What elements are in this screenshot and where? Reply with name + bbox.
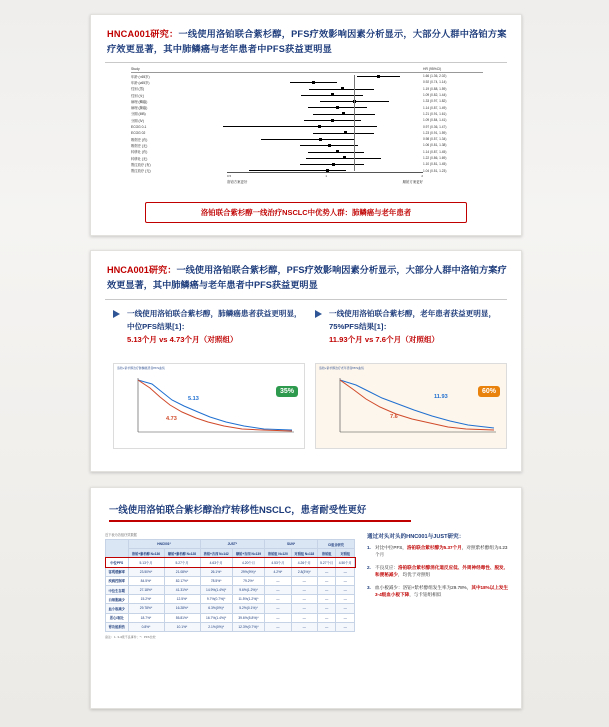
- forest-row-hr: 1.66 (1.36, 2.02): [423, 74, 447, 79]
- km-right-svg: [316, 372, 506, 442]
- table-sub-header: 对照组: [336, 549, 355, 558]
- table-cell: 16.28%*: [164, 604, 200, 613]
- table-cell: 14.9%(1.4%)*: [200, 585, 232, 594]
- table-cell: —: [336, 585, 355, 594]
- table-group-header: CI组合研究: [317, 540, 354, 549]
- forest-row-hr: 0.98 (0.57, 1.34): [423, 137, 447, 142]
- forest-row-label: 吸烟史 (无): [131, 143, 148, 148]
- table-cell: —: [265, 595, 291, 604]
- forest-row-hr: 1.14 (0.87, 1.49): [423, 105, 447, 110]
- table-sub-header: 洛铂+紫杉醇 N=136: [128, 549, 164, 558]
- table-group-header: JUST*: [200, 540, 265, 549]
- forest-row-hr: 1.10 (0.81, 1.45): [423, 162, 447, 167]
- km-right-caption: 洛铂+紫杉醇治疗老年患者PFS曲线: [319, 366, 364, 370]
- table-cell: 4.50个月: [336, 558, 355, 567]
- table-cell: —: [291, 604, 317, 613]
- table-row-label: 客观缓解率: [106, 567, 129, 576]
- table-row: [106, 604, 355, 613]
- forest-row-hr: 1.23 (0.91, 1.59): [423, 130, 447, 135]
- table-cell: 4.26个月: [291, 558, 317, 567]
- km-left-svg: [114, 372, 304, 442]
- forest-row-label: 病理 (腺癌): [131, 106, 148, 111]
- table-sub-header: 洛铂组 N=120: [265, 549, 291, 558]
- forest-row-hr: 0.92 (0.74, 1.14): [423, 80, 447, 85]
- table-group-header: [106, 540, 129, 558]
- table-cell: —: [265, 585, 291, 594]
- slide-1-callout: 洛铂联合紫杉醇一线治疗NSCLC中优势人群：肺鳞癌与老年患者: [145, 202, 467, 223]
- table-cell: 9.6%(1.2%)*: [232, 585, 264, 594]
- table-cell: —: [317, 604, 336, 613]
- summary-heading: 通过对头对头的HNC001与JUST研究：: [367, 534, 465, 540]
- table-row-label: 白细胞减少: [106, 595, 129, 604]
- km-left-tag-low: 4.73: [166, 416, 177, 422]
- forest-row-label: 转移灶 (无): [131, 156, 148, 161]
- table-cell: —: [336, 576, 355, 585]
- comparison-table: [105, 539, 355, 632]
- table-cell: 5.27个月: [164, 558, 200, 567]
- forest-row-hr: 0.97 (0.36, 1.47): [423, 124, 447, 129]
- table-row-label: 血小板减少: [106, 604, 129, 613]
- slide-3-summary: [367, 532, 509, 603]
- slide-1-divider: [105, 62, 507, 63]
- table-row: [106, 585, 355, 594]
- table-cell: 5.27个月: [317, 558, 336, 567]
- km-curve-squamous: [113, 363, 305, 449]
- table-cell: —: [265, 604, 291, 613]
- km-left-caption: 洛铂+紫杉醇治疗肺鳞癌患者PFS曲线: [117, 366, 165, 370]
- summary-point-number: 2.: [367, 564, 371, 570]
- table-cell: 23.50%*: [128, 567, 164, 576]
- table-cell: 27.18%*: [128, 585, 164, 594]
- table-cell: 4.53个月: [265, 558, 291, 567]
- slide-3-title-underline: [109, 520, 411, 522]
- km-right-tag-high: 11.93: [434, 394, 448, 400]
- forest-row-hr: 1.09 (0.84, 1.41): [423, 118, 447, 123]
- forest-row-hr: 1.22 (0.86, 1.69): [423, 156, 447, 160]
- slide-2-title: [107, 263, 507, 293]
- table-row: [106, 613, 355, 622]
- table-row-label: 肾功能损伤: [106, 622, 129, 631]
- km-curve-elderly: [315, 363, 507, 449]
- table-cell: —: [317, 595, 336, 604]
- table-cell: 2.1%(0%)*: [200, 622, 232, 631]
- forest-row-label: 病理 (鳞癌): [131, 99, 148, 104]
- forest-col-study: Study: [131, 67, 140, 71]
- table-cell: 29.78%*: [128, 604, 164, 613]
- table-cell: —: [336, 622, 355, 631]
- table-cell: —: [336, 567, 355, 576]
- table-group-header: SUN*: [265, 540, 318, 549]
- table-cell: —: [291, 595, 317, 604]
- table-row-label: 中位PFS: [106, 558, 129, 567]
- table-cell: 78.5%*: [200, 576, 232, 585]
- tick-right: 2: [421, 174, 423, 178]
- forest-row-hr: 1.04 (0.51, 1.23): [423, 168, 447, 173]
- forest-col-hr: HR (95%CI): [423, 67, 442, 71]
- right-bullet-value: 11.93个月 vs 7.6个月（对照组）: [329, 335, 440, 344]
- table-cell: —: [265, 613, 291, 622]
- right-bullet-text: 一线使用洛铂联合紫杉醇，老年患者获益更明显，75%PFS结果[1]：: [329, 309, 497, 331]
- slide-2-right-column: [313, 307, 509, 346]
- slide-1-title-body: 一线使用洛铂联合紫杉醇，PFS疗效影响因素分析显示，大部分人群中洛铂方案疗效更显著，其中肺鳞癌与老年患者中PFS获益更明显: [107, 29, 507, 54]
- km-left-badge: 35%: [276, 386, 298, 397]
- table-row: [106, 595, 355, 604]
- comparison-table-wrapper: [105, 532, 355, 639]
- table-cell: —: [291, 585, 317, 594]
- table-cell: —: [317, 622, 336, 631]
- left-bullet-text: 一线使用洛铂联合紫杉醇，肺鳞癌患者获益更明显，中位PFS结果[1]：: [127, 309, 302, 331]
- km-right-tag-low: 7.6: [390, 414, 398, 420]
- summary-point: [367, 584, 509, 599]
- table-cell: 15.2%*: [128, 595, 164, 604]
- table-cell: 18.7%*: [128, 613, 164, 622]
- left-bullet: [111, 307, 307, 346]
- table-cell: —: [291, 622, 317, 631]
- slide-2-title-body: 一线使用洛铂联合紫杉醇，PFS疗效影响因素分析显示，大部分人群中洛铂方案疗效更显著，其中肺鳞癌与老年患者中PFS获益更明显: [107, 265, 507, 290]
- forest-plot: [131, 67, 483, 187]
- table-sub-header: 洛铂组: [317, 549, 336, 558]
- table-cell: 29%(9%)*: [232, 567, 264, 576]
- left-bullet-value: 5.13个月 vs 4.73个月（对照组）: [127, 335, 238, 344]
- forest-row-label: ECOG 0-1: [131, 124, 147, 129]
- slide-2-divider: [105, 299, 507, 300]
- slide-2: [90, 250, 522, 472]
- table-row-label: 疾病控制率: [106, 576, 129, 585]
- table-cell: 41.31%*: [164, 585, 200, 594]
- axis-label-left: 洛铂方案更好: [227, 180, 248, 184]
- table-cell: 12.3%(0.7%)*: [232, 622, 264, 631]
- summary-point: [367, 564, 509, 579]
- forest-axis-labels: [227, 179, 423, 184]
- table-row-label: 恶心/呕吐: [106, 613, 129, 622]
- summary-point-number: 1.: [367, 545, 371, 550]
- table-cell: 11.5%(1.2%)*: [232, 595, 264, 604]
- table-cell: 21.08%*: [164, 567, 200, 576]
- table-cell: 4.2%*: [265, 567, 291, 576]
- table-sub-header: 洛铂+吉西 N=142: [200, 549, 232, 558]
- forest-row-hr: 1.21 (0.91, 1.61): [423, 111, 447, 116]
- table-cell: —: [336, 604, 355, 613]
- table-row: [106, 622, 355, 631]
- forest-row-label: 分期 (IIIB): [131, 112, 146, 117]
- tick-mid: 1: [325, 174, 328, 178]
- summary-point-number: 3.: [367, 584, 371, 590]
- summary-point-text: 不良反应：洛铂联合紫杉醇消化道反应低、外周神经毒性、脱发、和便秘减少，均优于对照组: [375, 564, 509, 578]
- table-cell: 10.1%*: [164, 622, 200, 631]
- table-cell: 39.6%(5.8%)*: [232, 613, 264, 622]
- table-cell: 4.20个月: [232, 558, 264, 567]
- table-cell: 55.81%*: [164, 613, 200, 622]
- slide-1-title-prefix: HNCA001研究：: [107, 29, 179, 39]
- table-cell: 12.5%*: [164, 595, 200, 604]
- right-bullet: [313, 307, 509, 346]
- table-sub-header: 对照组 N=118: [291, 549, 317, 558]
- tick-left: 0.5: [227, 174, 232, 178]
- table-cell: 79.2%*: [232, 576, 264, 585]
- forest-row-label: 分期 (IV): [131, 118, 144, 123]
- forest-row-hr: 1.14 (0.87, 1.45): [423, 149, 447, 154]
- table-row-label: 中位生存期: [106, 585, 129, 594]
- forest-row-label: 既往放疗 (无): [131, 169, 151, 174]
- table-cell: —: [317, 613, 336, 622]
- forest-row-label: 转移灶 (有): [131, 150, 148, 155]
- table-cell: 9.7%(0.7%)*: [200, 595, 232, 604]
- table-cell: 2.8(3%)*: [291, 567, 317, 576]
- forest-row-hr: 1.06 (0.81, 1.38): [423, 143, 447, 148]
- table-cell: 82.17%*: [164, 576, 200, 585]
- slide-1: [90, 14, 522, 236]
- forest-row-label: 既往放疗 (有): [131, 162, 151, 167]
- slide-3-title: 一线使用洛铂联合紫杉醇治疗转移性NSCLC，患者耐受性更好: [109, 504, 367, 515]
- slide-2-title-prefix: HNCA001研究：: [107, 265, 177, 275]
- table-cell: —: [317, 585, 336, 594]
- summary-point: [367, 544, 509, 559]
- table-row: [106, 567, 355, 576]
- slide-2-left-column: [111, 307, 307, 346]
- forest-row-label: 性别 (男): [131, 87, 145, 92]
- axis-label-right: 顺铂方案更好: [402, 180, 423, 184]
- forest-null-line: [354, 75, 355, 171]
- table-cell: —: [265, 576, 291, 585]
- table-sub-header: 顺铂+吉西 N=139: [232, 549, 264, 558]
- table-cell: 26.1%*: [200, 567, 232, 576]
- table-cell: 4.63个月: [200, 558, 232, 567]
- forest-row-hr: 1.33 (0.97, 1.82): [423, 99, 447, 104]
- table-row: [106, 558, 355, 567]
- table-cell: 16.7%(1.4%)*: [200, 613, 232, 622]
- forest-row-label: 年龄 (≥65岁): [131, 80, 150, 85]
- table-cell: —: [336, 595, 355, 604]
- forest-row-label: 性别 (女): [131, 93, 145, 98]
- table-cell: —: [317, 567, 336, 576]
- forest-axis-ticks: [227, 174, 423, 178]
- table-cell: 0.8%*: [128, 622, 164, 631]
- table-sub-header: 顺铂+紫杉醇 N=128: [164, 549, 200, 558]
- table-top-note: 近下表为各组疗效数据: [105, 533, 137, 537]
- table-cell: —: [336, 613, 355, 622]
- forest-row-hr: 1.19 (0.88, 1.59): [423, 86, 447, 91]
- table-group-header: HNC001*: [128, 540, 200, 549]
- forest-row-label: 吸烟史 (有): [131, 137, 148, 142]
- forest-row-hr: 1.09 (0.82, 1.44): [423, 93, 447, 98]
- forest-axis: [227, 172, 423, 173]
- slide-3: [90, 487, 522, 709]
- table-cell: 5.2%(0.1%)*: [232, 604, 264, 613]
- table-cell: —: [265, 622, 291, 631]
- table-cell: —: [317, 576, 336, 585]
- slide-1-title: [107, 27, 507, 57]
- table-cell: 84.5%*: [128, 576, 164, 585]
- forest-row-label: 年龄 (<65岁): [131, 74, 150, 79]
- forest-row-label: ECOG 02: [131, 130, 146, 135]
- table-cell: —: [291, 613, 317, 622]
- table-cell: 5.13个月: [128, 558, 164, 567]
- km-left-tag-high: 5.13: [188, 396, 199, 402]
- km-right-badge: 60%: [478, 386, 500, 397]
- table-cell: 6.3%(0%)*: [200, 604, 232, 613]
- table-footnote: 备注：1. 3-4级不良事件；*：PFS比较: [105, 634, 156, 639]
- table-row: [106, 576, 355, 585]
- summary-point-text: 血小板减少：洛铂+紫杉醇组发生率为29.78%，其中18%以上发生3-4级血小板下降，与卡铂组相似: [375, 584, 509, 598]
- table-cell: —: [291, 576, 317, 585]
- summary-point-text: 对比中位PFS，洛铂联合紫杉醇为5.37个月，对照紫杉醇组为4.23个月: [375, 545, 508, 558]
